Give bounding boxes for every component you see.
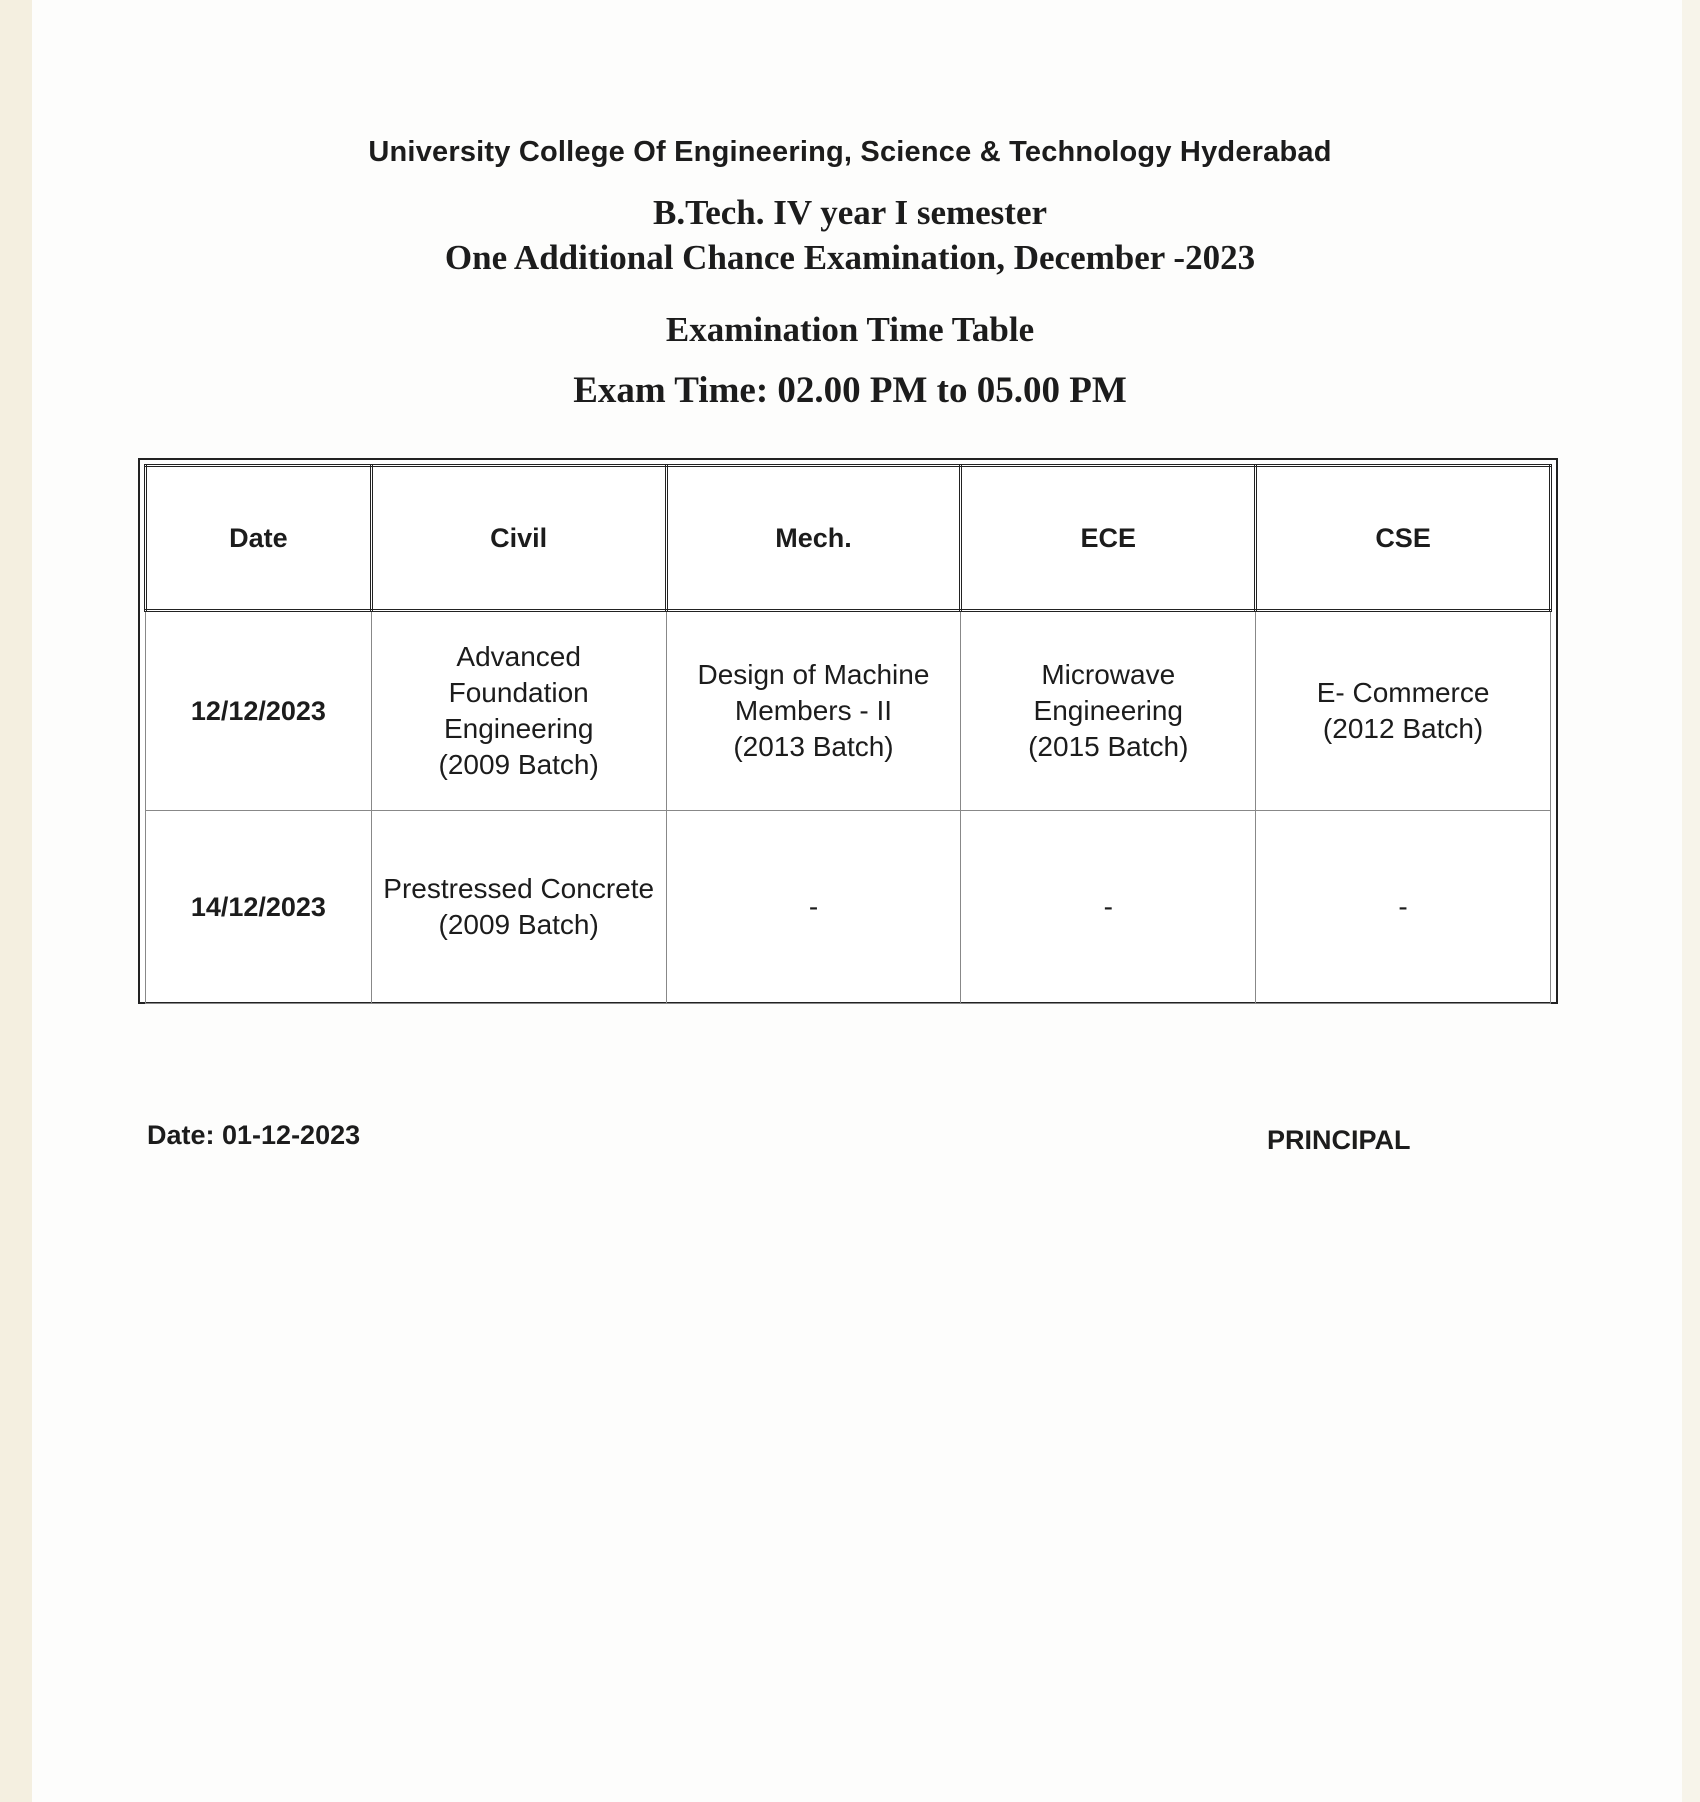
mech-subject: -	[666, 811, 961, 1004]
mech-subject: Design of Machine Members - II (2013 Batch)	[666, 611, 961, 811]
col-mech: Mech.	[666, 466, 961, 611]
institute-name: University College Of Engineering, Science & Technology Hyderabad	[368, 136, 1332, 168]
timetable-grid	[144, 464, 1552, 1004]
col-date: Date	[146, 466, 372, 611]
table-row	[146, 611, 1551, 811]
cse-subject: E- Commerce (2012 Batch)	[1256, 611, 1551, 811]
table-row	[146, 811, 1551, 1004]
row-date: 12/12/2023	[146, 611, 372, 811]
col-civil: Civil	[371, 466, 666, 611]
row-date: 14/12/2023	[146, 811, 372, 1004]
timetable-title: Examination Time Table	[665, 310, 1035, 349]
ece-subject: Microwave Engineering (2015 Batch)	[961, 611, 1256, 811]
civil-subject: Advanced Foundation Engineering (2009 Batch)	[371, 611, 666, 811]
ece-subject: -	[961, 811, 1256, 1004]
course-title: B.Tech. IV year I semester	[652, 193, 1048, 232]
cse-subject: -	[1256, 811, 1551, 1004]
col-cse: CSE	[1256, 466, 1551, 611]
col-ece: ECE	[961, 466, 1256, 611]
civil-subject: Prestressed Concrete (2009 Batch)	[371, 811, 666, 1004]
signatory: PRINCIPAL	[1267, 1125, 1411, 1155]
exam-time: Exam Time: 02.00 PM to 05.00 PM	[573, 370, 1127, 411]
issue-date: Date: 01-12-2023	[147, 1120, 361, 1150]
timetable	[138, 458, 1558, 1004]
table-header-row	[146, 466, 1551, 611]
exam-name: One Additional Chance Examination, December -2023	[444, 238, 1256, 277]
